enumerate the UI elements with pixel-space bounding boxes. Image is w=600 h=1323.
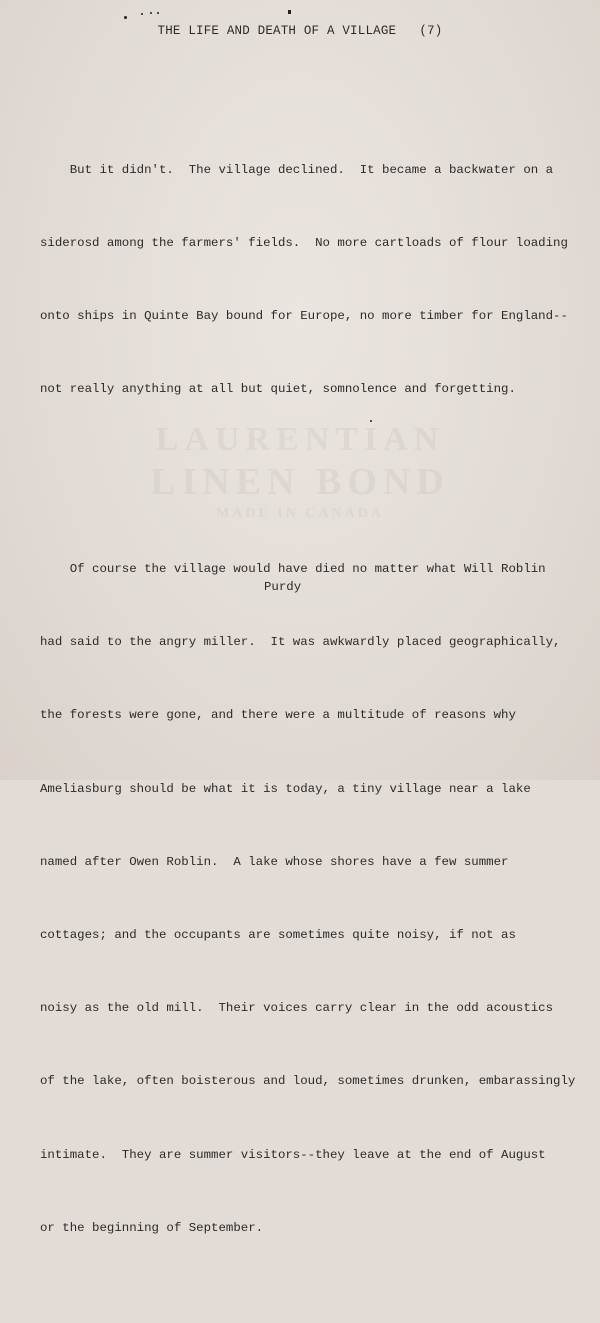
- document-body: [40, 60, 585, 1323]
- page-number: (7): [419, 24, 443, 38]
- ink-speck: [157, 12, 159, 14]
- ink-speck: [124, 16, 127, 19]
- ink-speck: [288, 10, 291, 14]
- paragraph-1: [40, 109, 585, 451]
- text-line: of the lake, often boisterous and loud, sometimes drunken, embarassingly: [40, 1074, 576, 1089]
- text-line: named after Owen Roblin. A lake whose shores have a few summer: [40, 854, 509, 869]
- text-line: Ameliasburg should be what it is today, a tiny village near a lake: [40, 781, 531, 796]
- text-line: intimate. They are summer visitors--they leave at the end of August: [40, 1147, 546, 1162]
- text-line: not really anything at all but quiet, somnolence and forgetting.: [40, 382, 516, 397]
- author-signature: Purdy: [264, 580, 302, 594]
- text-line: the forests were gone, and there were a multitude of reasons why: [40, 708, 516, 723]
- text-line: Of course the village would have died no matter what Will Roblin: [40, 562, 546, 577]
- text-line: cottages; and the occupants are sometimes quite noisy, if not as: [40, 928, 516, 943]
- text-line: siderosd among the farmers' fields. No more cartloads of flour loading: [40, 235, 568, 250]
- text-line: But it didn't. The village declined. It became a backwater on a: [40, 162, 554, 177]
- ink-speck: [141, 13, 143, 15]
- paragraph-2: [40, 508, 585, 1289]
- text-line: onto ships in Quinte Bay bound for Europe, no more timber for England--: [40, 309, 568, 324]
- ink-speck: [150, 12, 152, 14]
- document-title: THE LIFE AND DEATH OF A VILLAGE: [157, 24, 397, 38]
- text-line: or the beginning of September.: [40, 1220, 264, 1235]
- text-line: had said to the angry miller. It was awkwardly placed geographically,: [40, 635, 561, 650]
- page-header: [0, 24, 600, 38]
- text-line: noisy as the old mill. Their voices carry clear in the odd acoustics: [40, 1001, 554, 1016]
